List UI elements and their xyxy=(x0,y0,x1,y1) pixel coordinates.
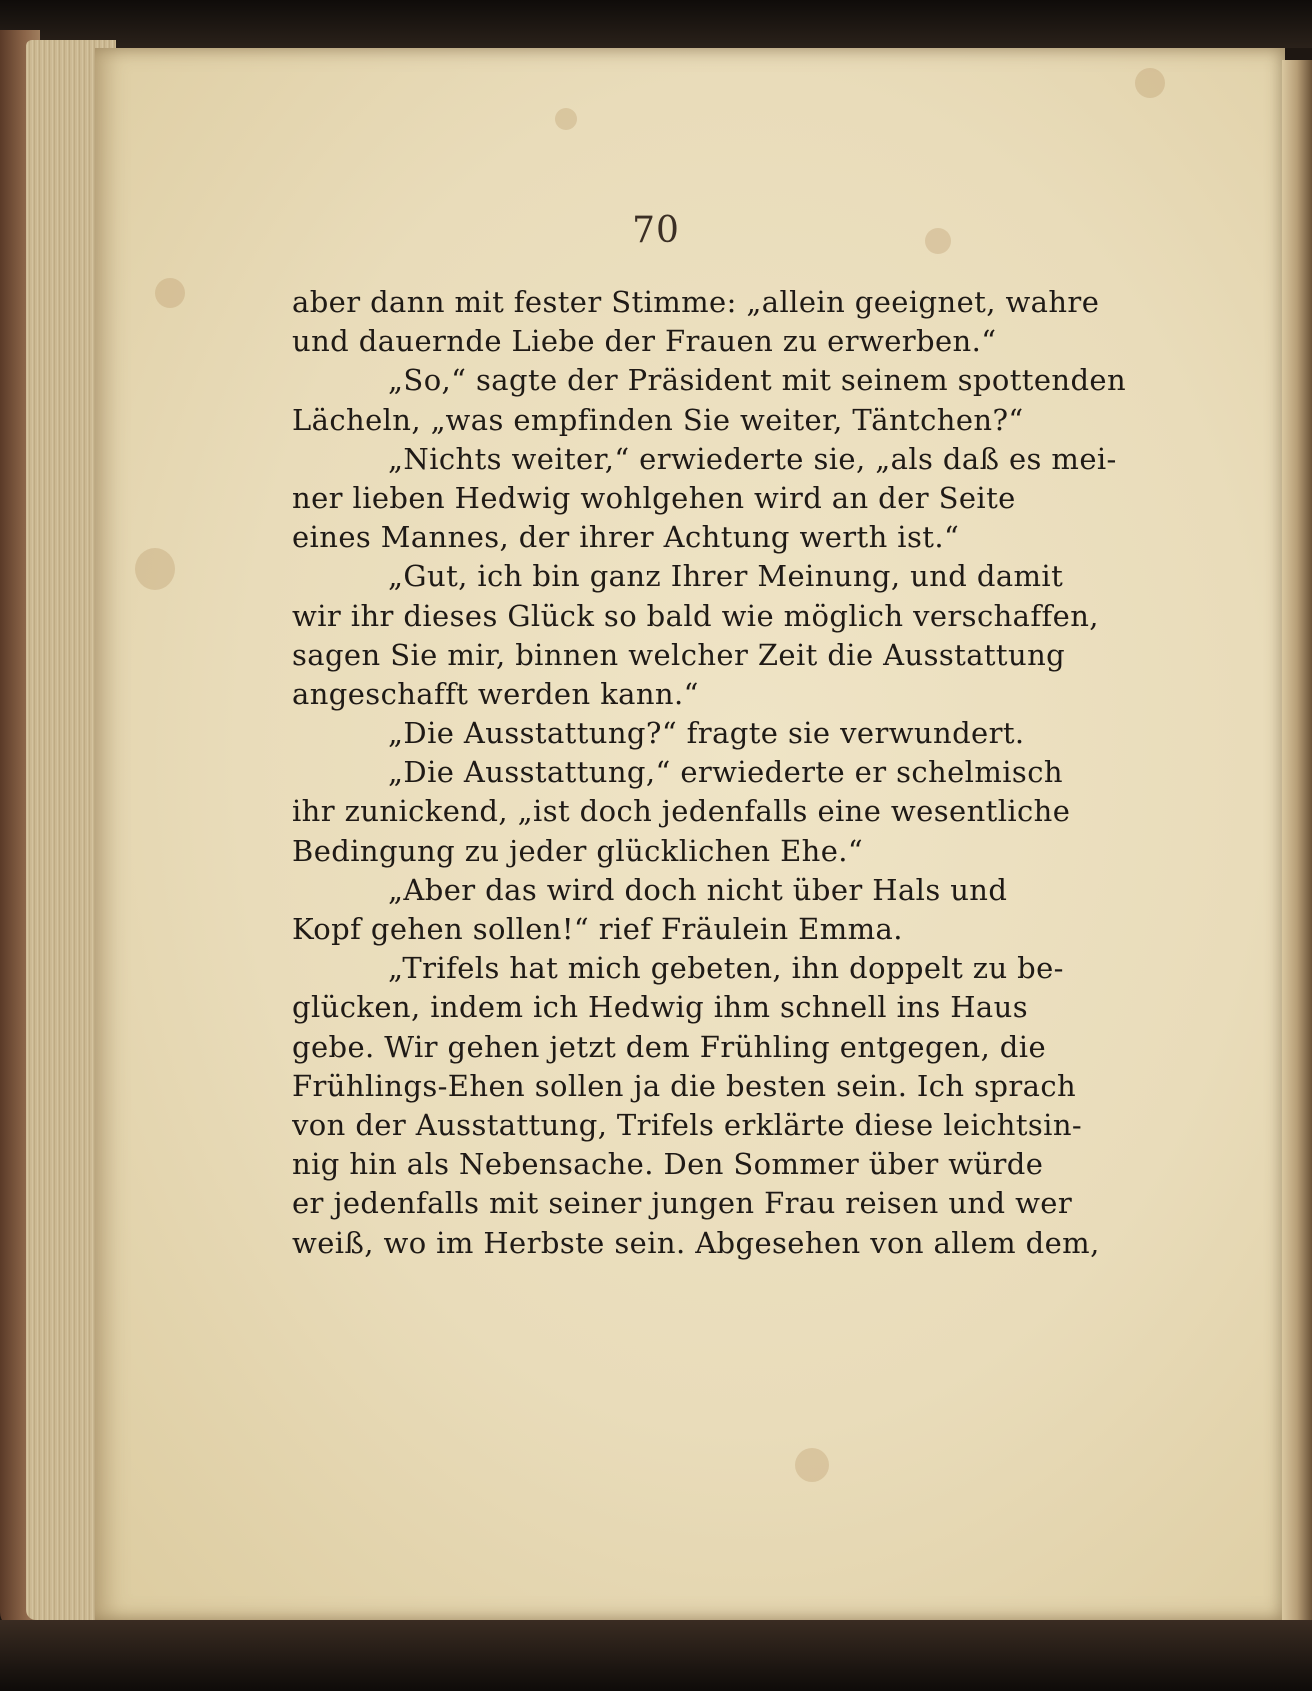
text-line: „Die Ausstattung,“ erwiederte er schelmisch xyxy=(388,755,1063,790)
text-line: „Aber das wird doch nicht über Hals und xyxy=(388,872,1008,907)
text-line: Bedingung zu jeder glücklichen Ehe.“ xyxy=(292,833,864,868)
foxing-spot xyxy=(155,278,185,308)
foxing-spot xyxy=(795,1448,829,1482)
text-line: gebe. Wir gehen jetzt dem Frühling entgegen, die xyxy=(292,1029,1047,1064)
foxing-spot xyxy=(1135,68,1165,98)
text-line: sagen Sie mir, binnen welcher Zeit die Ausstattung xyxy=(292,637,1066,672)
foxing-spot xyxy=(135,548,175,590)
page-number: 70 xyxy=(632,210,680,251)
foxing-spot xyxy=(555,108,577,130)
text-line: nig hin als Nebensache. Den Sommer über würde xyxy=(292,1147,1044,1182)
text-line: weiß, wo im Herbste sein. Abgesehen von allem dem, xyxy=(292,1225,1100,1260)
text-line: angeschafft werden kann.“ xyxy=(292,676,699,711)
text-line: Kopf gehen sollen!“ rief Fräulein Emma. xyxy=(292,912,903,946)
text-line: ihr zunickend, „ist doch jedenfalls eine wesentliche xyxy=(292,794,1071,829)
book-cover-bottom xyxy=(0,1620,1312,1691)
book-cover-top xyxy=(0,0,1312,48)
text-line: „Gut, ich bin ganz Ihrer Meinung, und damit xyxy=(388,559,1064,594)
text-line: „So,“ sagte der Präsident mit seinem spottenden xyxy=(388,363,1127,398)
body-text xyxy=(292,283,1180,1263)
text-line: Frühlings-Ehen sollen ja die besten sein. Ich sprach xyxy=(292,1068,1077,1103)
text-line: eines Mannes, der ihrer Achtung werth ist.“ xyxy=(292,520,960,555)
text-line: und dauernde Liebe der Frauen zu erwerben.“ xyxy=(292,324,997,359)
facing-page-edge xyxy=(1282,60,1312,1620)
text-line: aber dann mit fester Stimme: „allein geeignet, wahre xyxy=(292,285,1100,319)
text-line: Lächeln, „was empfinden Sie weiter, Täntchen?“ xyxy=(292,402,1024,437)
text-line: glücken, indem ich Hedwig ihm schnell ins Haus xyxy=(292,990,1028,1025)
text-line: ner lieben Hedwig wohlgehen wird an der Seite xyxy=(292,480,1016,515)
text-line: wir ihr dieses Glück so bald wie möglich verschaffen, xyxy=(292,598,1099,633)
text-line: „Nichts weiter,“ erwiederte sie, „als daß es mei- xyxy=(388,441,1117,476)
text-line: von der Ausstattung, Trifels erklärte diese leichtsin- xyxy=(292,1107,1083,1142)
text-line: er jedenfalls mit seiner jungen Frau reisen und wer xyxy=(292,1186,1073,1221)
text-line: „Die Ausstattung?“ fragte sie verwundert. xyxy=(388,716,1025,751)
text-line: „Trifels hat mich gebeten, ihn doppelt zu be- xyxy=(388,951,1064,986)
